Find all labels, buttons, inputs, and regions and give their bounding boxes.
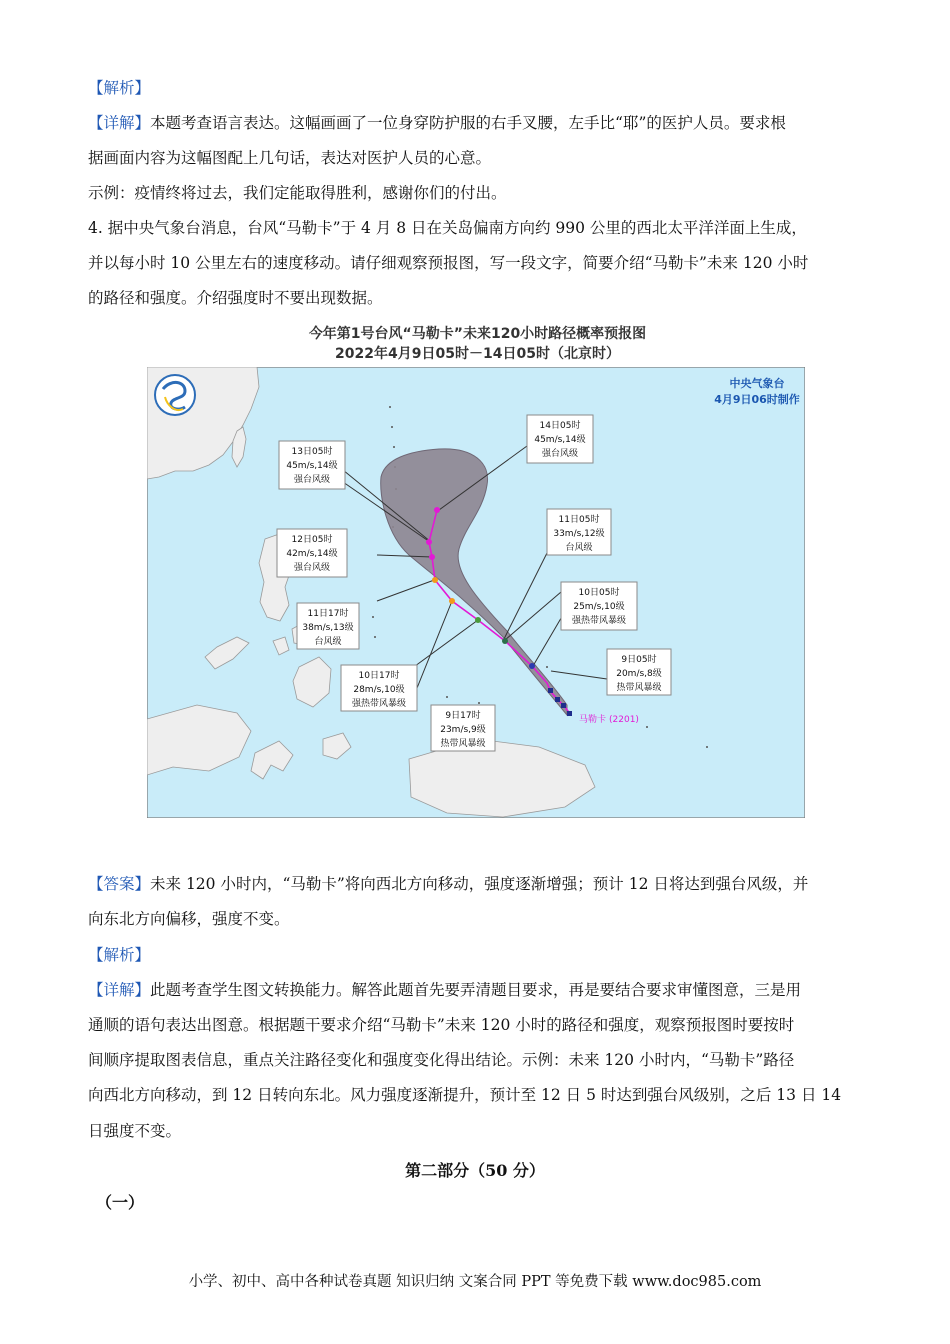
answer-line-2: 向东北方向偏移，强度不变。	[88, 910, 290, 928]
detail2-line-2: 通顺的语句表达出图意。根据题干要求介绍“马勒卡”未来 120 小时的路径和强度，观察预报图时要按时	[88, 1016, 795, 1034]
answer-tag: 【答案】	[88, 875, 151, 893]
detail2-line-4: 向西北方向移动，到 12 日转向东北。风力强度逐渐提升，预计至 12 日 5 时达到强台风级别，之后 13 日 14	[88, 1086, 842, 1104]
callout-10d05	[561, 582, 637, 630]
svg-text:强台风级: 强台风级	[541, 449, 579, 459]
svg-text:42m/s,14级: 42m/s,14级	[286, 549, 338, 559]
callout-12d05	[277, 529, 347, 577]
svg-text:强台风级: 强台风级	[293, 563, 331, 573]
svg-text:9日17时: 9日17时	[445, 711, 481, 721]
detail-tag: 【详解】	[88, 114, 151, 132]
detail2-line-3: 间顺序提取图表信息，重点关注路径变化和强度变化得出结论。示例：未来 120 小时内，“马勒卡”路径	[88, 1051, 795, 1069]
svg-text:12日05时: 12日05时	[291, 535, 333, 545]
subsection-one: （一）	[96, 1193, 145, 1212]
detail-line-2: 据画面内容为这幅图配上几句话，表达对医护人员的心意。	[88, 149, 492, 167]
svg-text:强台风级: 强台风级	[293, 475, 331, 485]
detail2-line-5: 日强度不变。	[88, 1122, 182, 1140]
callout-11d17	[297, 603, 359, 649]
agency-name: 中央气象台	[729, 377, 785, 390]
svg-text:25m/s,10级: 25m/s,10级	[573, 602, 625, 612]
svg-text:13日05时: 13日05时	[291, 447, 333, 457]
svg-text:11日17时: 11日17时	[307, 609, 349, 619]
cma-logo	[155, 375, 195, 415]
map-subtitle: 2022年4月9日05时－14日05时（北京时）	[335, 346, 620, 362]
svg-text:台风级: 台风级	[565, 543, 593, 553]
question-4-line-2: 并以每小时 10 公里左右的速度移动。请仔细观察预报图，写一段文字，简要介绍“马勒卡”未来 120 小时	[88, 254, 809, 272]
detail2-text: 此题考查学生图文转换能力。解答此题首先要弄清题目要求，再是要结合要求审懂图意，三是用	[150, 981, 802, 999]
svg-text:台风级: 台风级	[314, 637, 342, 647]
detail-line-1	[88, 113, 786, 133]
svg-text:10日17时: 10日17时	[358, 671, 400, 681]
detail2-line-1	[88, 980, 801, 1000]
svg-text:38m/s,13级: 38m/s,13级	[302, 623, 354, 633]
svg-text:9日05时: 9日05时	[621, 655, 657, 665]
detail-tag-2: 【详解】	[88, 981, 151, 999]
svg-text:33m/s,12级: 33m/s,12级	[553, 529, 605, 539]
answer-text: 未来 120 小时内，“马勒卡”将向西北方向移动，强度逐渐增强；预计 12 日将达到强台风级，并	[150, 875, 809, 893]
storm-name-label: 马勒卡 (2201)	[579, 715, 639, 725]
part-two-title: 第二部分（50 分）	[405, 1161, 545, 1180]
example-line: 示例：疫情终将过去，我们定能取得胜利，感谢你们的付出。	[88, 184, 507, 202]
callout-14d05	[527, 415, 593, 463]
callout-10d17	[341, 665, 417, 711]
svg-text:强热带风暴级: 强热带风暴级	[571, 616, 627, 626]
svg-text:45m/s,14级: 45m/s,14级	[286, 461, 338, 471]
answer-line-1	[88, 874, 808, 894]
svg-text:28m/s,10级: 28m/s,10级	[353, 685, 405, 695]
made-time: 4月9日06时制作	[714, 393, 800, 406]
svg-text:热带风暴级: 热带风暴级	[616, 683, 662, 693]
svg-text:11日05时: 11日05时	[558, 515, 600, 525]
callout-13d05	[279, 441, 345, 489]
question-4-line-1: 4. 据中央气象台消息，台风“马勒卡”于 4 月 8 日在关岛偏南方向约 990 公里的西北太平洋洋面上生成，	[88, 219, 807, 237]
svg-text:14日05时: 14日05时	[539, 421, 581, 431]
svg-text:热带风暴级: 热带风暴级	[440, 739, 486, 749]
typhoon-forecast-map	[147, 367, 805, 818]
analysis-tag: 【解析】	[88, 79, 151, 97]
detail-text: 本题考查语言表达。这幅画画了一位身穿防护服的右手叉腰，左手比“耶”的医护人员。要求根	[150, 114, 786, 132]
svg-text:20m/s,8级: 20m/s,8级	[616, 669, 662, 679]
svg-text:45m/s,14级: 45m/s,14级	[534, 435, 586, 445]
svg-text:强热带风暴级: 强热带风暴级	[351, 699, 407, 709]
callout-11d05	[547, 509, 611, 555]
svg-text:10日05时: 10日05时	[578, 588, 620, 598]
svg-text:23m/s,9级: 23m/s,9级	[440, 725, 486, 735]
map-title: 今年第1号台风“马勒卡”未来120小时路径概率预报图	[308, 326, 647, 342]
question-4-line-3: 的路径和强度。介绍强度时不要出现数据。	[88, 289, 383, 307]
callout-9d17	[431, 705, 495, 751]
footer: 小学、初中、高中各种试卷真题 知识归纳 文案合同 PPT 等免费下载 www.doc985.com	[188, 1274, 762, 1290]
analysis-tag-2: 【解析】	[88, 946, 151, 964]
callout-9d05	[607, 649, 671, 695]
